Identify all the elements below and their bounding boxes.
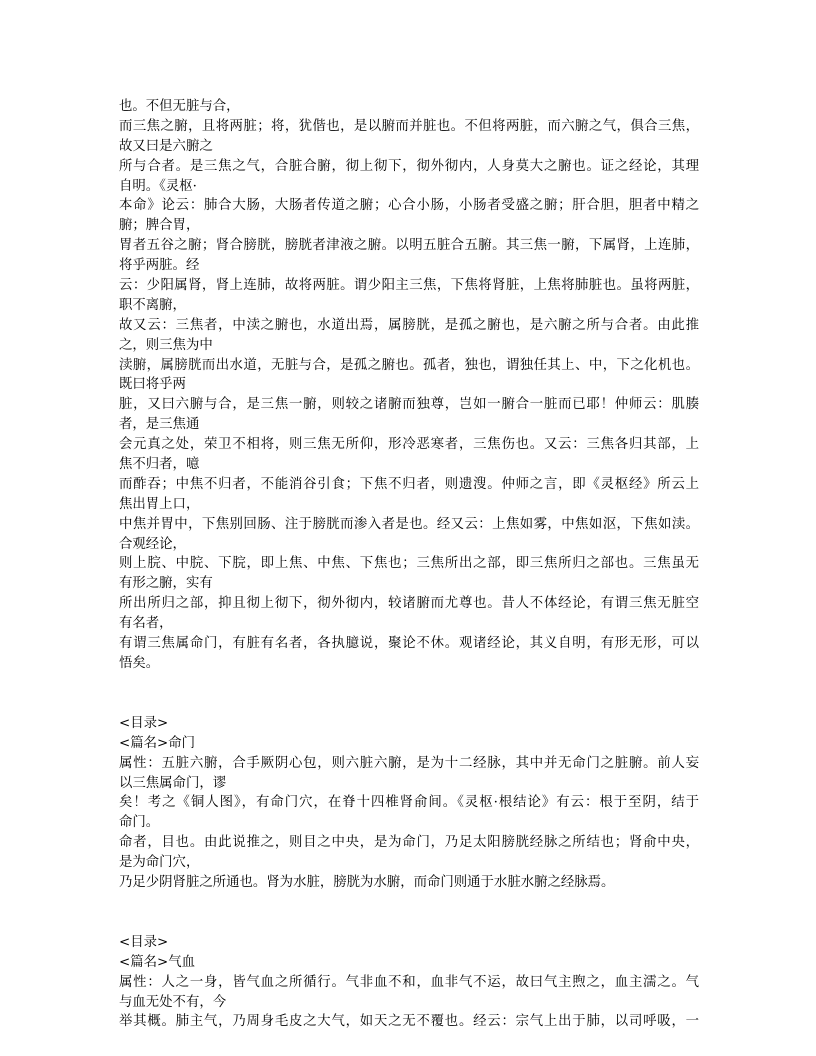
text-line: 是为命门穴， [119, 855, 200, 871]
text-line: 脏，又曰六腑与合，是三焦一腑，则较之诸腑而独尊，岂如一腑合一脏而已耶！仲师云：肌腠 [119, 397, 699, 413]
text-line: 焦不归者，噫 [119, 457, 200, 473]
text-line: 合观经论， [119, 536, 186, 552]
text-line: 有名者， [119, 616, 173, 632]
text-line: 腑；脾合胃， [119, 218, 200, 234]
text-line: 本命》论云：肺合大肠，大肠者传道之腑；心合小肠，小肠者受盛之腑；肝合胆，胆者中精之 [119, 198, 699, 214]
text-line: 故又曰是六腑之 [119, 138, 213, 154]
text-line: 而酢吞；中焦不归者，不能消谷引食；下焦不归者，则遗溲。仲师之言，即《灵枢经》所云上 [119, 476, 699, 492]
text-line: 命门。 [119, 815, 160, 831]
text-line: 之，则三焦为中 [119, 337, 213, 353]
text-line: <篇名>命门 [119, 735, 196, 751]
text-line: <篇名>气血 [119, 954, 196, 970]
document-page [119, 97, 699, 1032]
text-line: 矣！考之《铜人图》，有命门穴，在脊十四椎肾俞间。《灵枢·根结论》有云：根于至阴，结于 [119, 795, 699, 811]
text-line: 者，是三焦通 [119, 417, 200, 433]
text-line: <目录> [119, 715, 169, 731]
text-line: 有谓三焦属命门，有脏有名者，各执臆说，聚论不休。观诸经论，其义自明，有形无形，可以 [119, 636, 699, 652]
text-line: 命者，目也。由此说推之，则目之中央，是为命门，乃足太阳膀胱经脉之所结也；肾俞中央， [119, 835, 699, 851]
text-section [119, 97, 699, 674]
text-line: 中焦并胃中，下焦别回肠、注于膀胱而渗入者是也。经又云：上焦如雾，中焦如沤，下焦如渎。 [119, 516, 699, 532]
text-line: 将乎两脏。经 [119, 258, 200, 274]
text-section [119, 933, 699, 1032]
text-line: 职不离腑， [119, 297, 186, 313]
text-line: 所出所归之部，抑且彻上彻下，彻外彻内，较诸腑而尤尊也。昔人不体经论，有谓三焦无脏空 [119, 596, 699, 612]
text-line: 有形之腑，实有 [119, 576, 213, 592]
text-line: 渎腑，属膀胱而出水道，无脏与合，是孤之腑也。孤者，独也，谓独任其上、中，下之化机也。 [119, 357, 699, 373]
text-line: 所与合者。是三焦之气，合脏合腑，彻上彻下，彻外彻内，人身莫大之腑也。证之经论，其理 [119, 158, 699, 174]
text-line: 属性：人之一身，皆气血之所循行。气非血不和，血非气不运，故曰气主煦之，血主濡之。气 [119, 974, 699, 990]
text-line: 自明。《灵枢· [119, 178, 197, 194]
text-line: 故又云：三焦者，中渎之腑也，水道出焉，属膀胱，是孤之腑也，是六腑之所与合者。由此推 [119, 317, 699, 333]
text-line: 云：少阳属肾，肾上连肺，故将两脏。谓少阳主三焦，下焦将肾脏，上焦将肺脏也。虽将两脏， [119, 278, 699, 294]
text-line: 举其概。肺主气，乃周身毛皮之大气，如天之无不覆也。经云：宗气上出于肺，以司呼吸，一 [119, 1014, 699, 1030]
text-line: 则上脘、中脘、下脘，即上焦、中焦、下焦也；三焦所出之部，即三焦所归之部也。三焦虽无 [119, 556, 699, 572]
text-line: 悟矣。 [119, 655, 160, 671]
text-line: 也。不但无脏与合， [119, 99, 240, 114]
text-line: 以三焦属命门，谬 [119, 775, 227, 791]
text-line: 乃足少阴肾脏之所通也。肾为水脏，膀胱为水腑，而命门则通于水脏水腑之经脉焉。 [119, 874, 615, 890]
text-line: 既曰将乎两 [119, 377, 186, 393]
section-gap [119, 674, 699, 714]
text-line: 会元真之处，荣卫不相将，则三焦无所仰，形冷恶寒者，三焦伤也。又云：三焦各归其部，上 [119, 437, 699, 453]
text-line: 而三焦之腑，且将两脏；将，犹偕也，是以腑而并脏也。不但将两脏，而六腑之气，俱合三焦， [119, 118, 699, 134]
text-line: 属性：五脏六腑，合手厥阴心包，则六脏六腑，是为十二经脉，其中并无命门之脏腑。前人妄 [119, 755, 699, 771]
text-section [119, 714, 699, 893]
text-line: 焦出胃上口， [119, 496, 200, 512]
text-line: <目录> [119, 934, 169, 950]
text-line: 胃者五谷之腑；肾合膀胱，膀胱者津液之腑。以明五脏合五腑。其三焦一腑，下属肾，上连肺， [119, 238, 699, 254]
text-line: 与血无处不有，今 [119, 994, 227, 1010]
section-gap [119, 893, 699, 933]
